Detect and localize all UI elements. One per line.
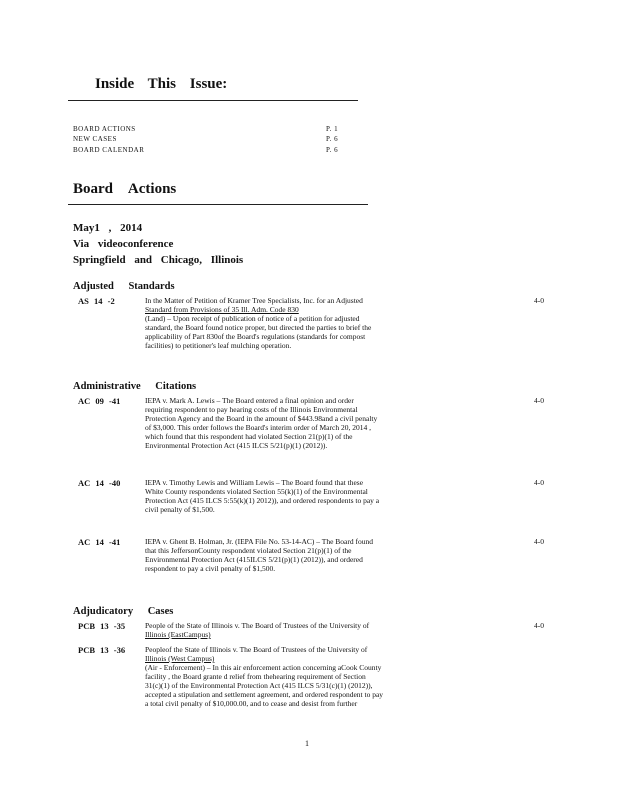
section-administrative-citations: Administrative Citations xyxy=(73,381,197,392)
toc-page: P. 1 xyxy=(326,125,339,133)
section-adjudicatory-cases: Adjudicatory Cases xyxy=(73,606,174,617)
meeting-date: May1 , 2014 xyxy=(73,222,143,234)
case-number: AC 09 -41 xyxy=(78,396,121,406)
vote-count: 4-0 xyxy=(534,621,544,630)
toc-item[interactable]: BOARD CALENDAR xyxy=(73,146,145,154)
case-number: AC 14 -41 xyxy=(78,537,121,547)
case-summary: IEPA v. Mark A. Lewis – The Board entered a final opinion and order requiring respondent to pay hearing costs of the Illinois Environmental Protection Agency and the Board in the amount of $443.98and a civil penalty of $3,000. This order follows the Board's interim order of March 20, 2014 , which found that this respondent had violated Section 21(p)(1) of the Environmental Protection Act (415 ILCS 5/21(p)(1) (2012)). xyxy=(145,396,378,450)
case-number: PCB 13 -36 xyxy=(78,645,126,655)
vote-count: 4-0 xyxy=(534,537,544,546)
toc-item[interactable]: NEW CASES xyxy=(73,135,117,143)
toc-item[interactable]: BOARD ACTIONS xyxy=(73,125,136,133)
toc-page: P. 6 xyxy=(326,146,339,154)
vote-count: 4-0 xyxy=(534,296,544,305)
meeting-via: Via videoconference xyxy=(73,238,174,250)
issue-heading: Inside This Issue: xyxy=(95,76,228,92)
case-number: AS 14 -2 xyxy=(78,296,115,306)
case-number: PCB 13 -35 xyxy=(78,621,126,631)
case-summary: In the Matter of Petition of Kramer Tree Specialists, Inc. for an Adjusted Standard from Provisions of 35 Ill. Adm. Code 830 (Land) – Upon receipt of publication of notice of a petition for adjusted standard, the Board found notice proper, but directed the parties to brief the applicability of Part 830of the Board's regulations (standards for compost facilities) to petitioner's leaf mulching operation. xyxy=(145,296,372,350)
case-summary: IEPA v. Ghent B. Holman, Jr. (IEPA File No. 53-14-AC) – The Board found that this JeffersonCounty respondent violated Section 21(p)(1) of the Environmental Protection Act (415ILCS 5/21(p)(1) (2012)), and ordered respondent to pay a civil penalty of $1,500. xyxy=(145,537,373,573)
case-summary: IEPA v. Timothy Lewis and William Lewis – The Board found that these White County respondents violated Section 55(k)(1) of the Environmental Protection Act (415 ILCS 5:55(k)(1) 2012)), and ordered respondents to pay a civil penalty of $1,500. xyxy=(145,478,380,514)
vote-count: 4-0 xyxy=(534,396,544,405)
case-number: AC 14 -40 xyxy=(78,478,121,488)
board-actions-heading: Board Actions xyxy=(73,181,177,197)
page-number: 1 xyxy=(305,739,309,748)
case-summary: People of the State of Illinois v. The Board of Trustees of the University of Illinois (EastCampus) xyxy=(145,621,370,639)
vote-count: 4-0 xyxy=(534,478,544,487)
section-adjusted-standards: Adjusted Standards xyxy=(73,281,175,292)
board-actions-rule xyxy=(68,204,368,205)
toc-page: P. 6 xyxy=(326,135,339,143)
heading-rule xyxy=(68,100,358,101)
meeting-place: Springfield and Chicago, Illinois xyxy=(73,254,244,266)
case-summary: Peopleof the State of Illinois v. The Board of Trustees of the University of Illinois (West Campus) (Air - Enforcement) – In this air enforcement action concerning aCook County facility , the Board grante d relief from thehearing requirement of Section 31(c)(1) of the Environmental Protection Act (415 ILCS 5/31(c)(1) (2012)), accepted a stipulation and settlement agreement, and ordered respondent to pay a total civil penalty of $10,000.00, and to cease and desist from further xyxy=(145,645,384,708)
